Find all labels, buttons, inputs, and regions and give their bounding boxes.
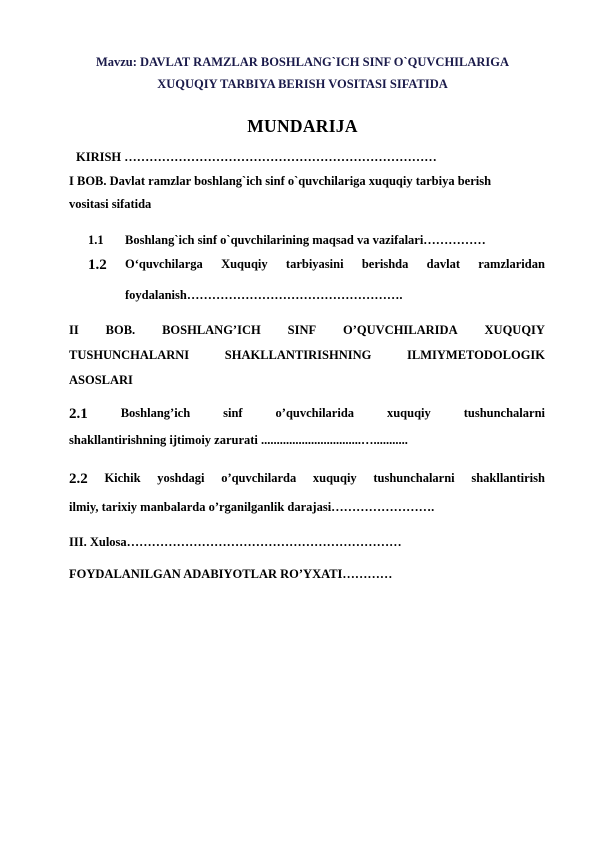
toc-intro: KIRISH ………………………………………………………………… [76, 150, 437, 164]
ch2-word: II [69, 323, 79, 337]
ch2-word: TUSHUNCHALARNI [69, 348, 190, 362]
s22-word: o’quvchilarda [221, 471, 297, 485]
topic-title [60, 51, 545, 95]
toc-heading: MUNDARIJA [247, 116, 358, 136]
s22-word: yoshdagi [157, 471, 205, 485]
topic-line-1: Mavzu: DAVLAT RAMZLAR BOSHLANG`ICH SINF O`QUVCHILARIGA [95, 55, 510, 69]
ch2-word: BOSHLANG’ICH [162, 323, 261, 337]
ch2-word: BOB. [105, 323, 136, 337]
chapter-1-label: I BOB [69, 174, 104, 188]
section-1-2-number: 1.2 [88, 257, 107, 273]
s12-word: davlat [426, 257, 460, 271]
topic-line-2: XUQUQIY TARBIYA BERISH VOSITASI SIFATIDA [157, 77, 448, 91]
toc-section-2-2 [69, 471, 545, 488]
toc-chapter-1 [69, 174, 545, 189]
ch2-word: O’QUVCHILARIDA [343, 323, 458, 337]
section-1-1-title: Boshlang`ich sinf o`quvchilarining maqsad va vazifalari…………… [125, 233, 486, 247]
toc-section-2-1-cont: shakllantirishning ijtimoiy zarurati ................................…........... [69, 433, 408, 447]
toc-section-2-1 [69, 406, 545, 423]
s21-word: tushunchalarni [463, 406, 545, 420]
ch2-word: SINF [287, 323, 317, 337]
s12-word: O‘quvchilarga [125, 257, 203, 271]
s21-word: xuquqiy [386, 406, 431, 420]
toc-section-2-2-cont: ilmiy, tarixiy manbalarda o’rganilganlik darajasi……………………. [69, 500, 435, 514]
section-2-2-number: 2.2 [69, 471, 88, 487]
section-2-1-number: 2.1 [69, 406, 88, 422]
section-1-1-number: 1.1 [88, 233, 104, 247]
toc-chapter-2 [69, 323, 545, 338]
s22-word: xuquqiy [312, 471, 357, 485]
toc-conclusion: III. Xulosa………………………………………………………… [69, 535, 402, 549]
s21-word: Boshlang’ich [120, 406, 191, 420]
chapter-1-title: . Davlat ramzlar boshlang`ich sinf o`quvchilariga xuquqiy tarbiya berish [103, 174, 492, 188]
toc-section-1-1 [88, 233, 486, 248]
toc-chapter-1-cont: vositasi sifatida [69, 197, 152, 211]
s21-word: o’quvchilarida [275, 406, 355, 420]
ch2-word: SHAKLLANTIRISHNING [224, 348, 372, 362]
toc-section-1-2-cont: foydalanish……………………………………………. [125, 288, 403, 302]
ch2-word: ILMIYMETODOLOGIK [407, 348, 545, 362]
toc-references: FOYDALANILGAN ADABIYOTLAR RO’YXATI………… [69, 567, 393, 581]
toc-section-1-2 [88, 257, 545, 274]
toc-chapter-2-line-2 [69, 348, 545, 363]
s12-word: tarbiyasini [285, 257, 344, 271]
ch2-word: XUQUQIY [484, 323, 545, 337]
s21-word: sinf [223, 406, 243, 420]
s22-word: Kichik [104, 471, 141, 485]
s12-word: berishda [361, 257, 409, 271]
s22-word: shakllantirish [471, 471, 545, 485]
toc-chapter-2-line-3: ASOSLARI [69, 373, 133, 387]
s22-word: tushunchalarni [373, 471, 455, 485]
s12-word: ramzlaridan [478, 257, 545, 271]
s12-word: Xuquqiy [221, 257, 268, 271]
